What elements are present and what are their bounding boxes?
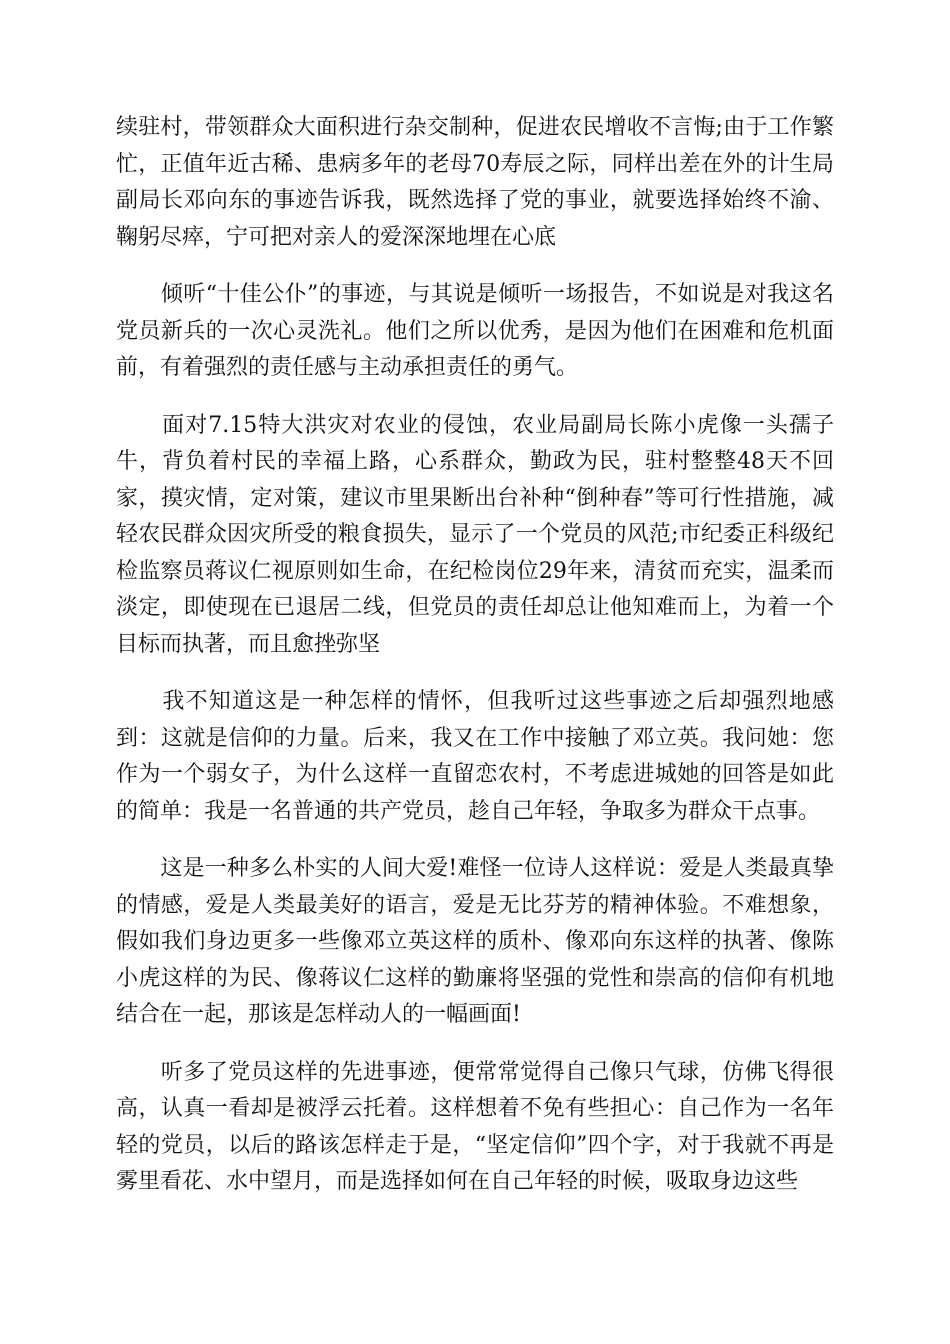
paragraph-6: 听多了党员这样的先进事迹，便常常觉得自己像只气球，仿佛飞得很高，认真一看却是被浮云托着。这样想着不免有些担心：自己作为一名年轻的党员，以后的路该怎样走于是，“坚定信仰”四个字，对于我就不再是雾里看花、水中望月，而是选择如何在自己年轻的时候，吸取身边这些 [116,1059,834,1194]
paragraph-3: 面对7.15特大洪灾对农业的侵蚀，农业局副局长陈小虎像一头孺子牛，背负着村民的幸福上路，心系群众，勤政为民，驻村整整48天不回家，摸灾情，定对策，建议市里果断出台补种“倒种春”等可行性措施，减轻农民群众因灾所受的粮食损失，显示了一个党员的风范;市纪委正科级纪检监察员蒋议仁视原则如生命，在纪检岗位29年来，清贫而充实，温柔而淡定，即使现在已退居二线，但党员的责任却总让他知难而上，为着一个目标而执著，而且愈挫弥坚 [116,412,834,657]
paragraph-4: 我不知道这是一种怎样的情怀，但我听过这些事迹之后却强烈地感到：这就是信仰的力量。后来，我又在工作中接触了邓立英。我问她：您作为一个弱女子，为什么这样一直留恋农村，不考虑进城她的回答是如此的简单：我是一名普通的共产党员，趁自己年轻，争取多为群众干点事。 [116,689,834,824]
paragraph-1: 续驻村，带领群众大面积进行杂交制种，促进农民增收不言悔;由于工作繁忙，正值年近古稀、患病多年的老母70寿辰之际，同样出差在外的计生局副局长邓向东的事迹告诉我，既然选择了党的事业，就要选择始终不渝、鞠躬尽瘁，宁可把对亲人的爱深深地埋在心底 [116,115,834,250]
paragraph-5: 这是一种多么朴实的人间大爱!难怪一位诗人这样说：爱是人类最真挚的情感，爱是人类最美好的语言，爱是无比芬芳的精神体验。不难想象，假如我们身边更多一些像邓立英这样的质朴、像邓向东这样的执著、像陈小虎这样的为民、像蒋议仁这样的勤廉将坚强的党性和崇高的信仰有机地结合在一起，那该是怎样动人的一幅画面! [116,856,834,1027]
paragraph-2: 倾听“十佳公仆”的事迹，与其说是倾听一场报告，不如说是对我这名党员新兵的一次心灵洗礼。他们之所以优秀，是因为他们在困难和危机面前，有着强烈的责任感与主动承担责任的勇气。 [116,282,834,380]
